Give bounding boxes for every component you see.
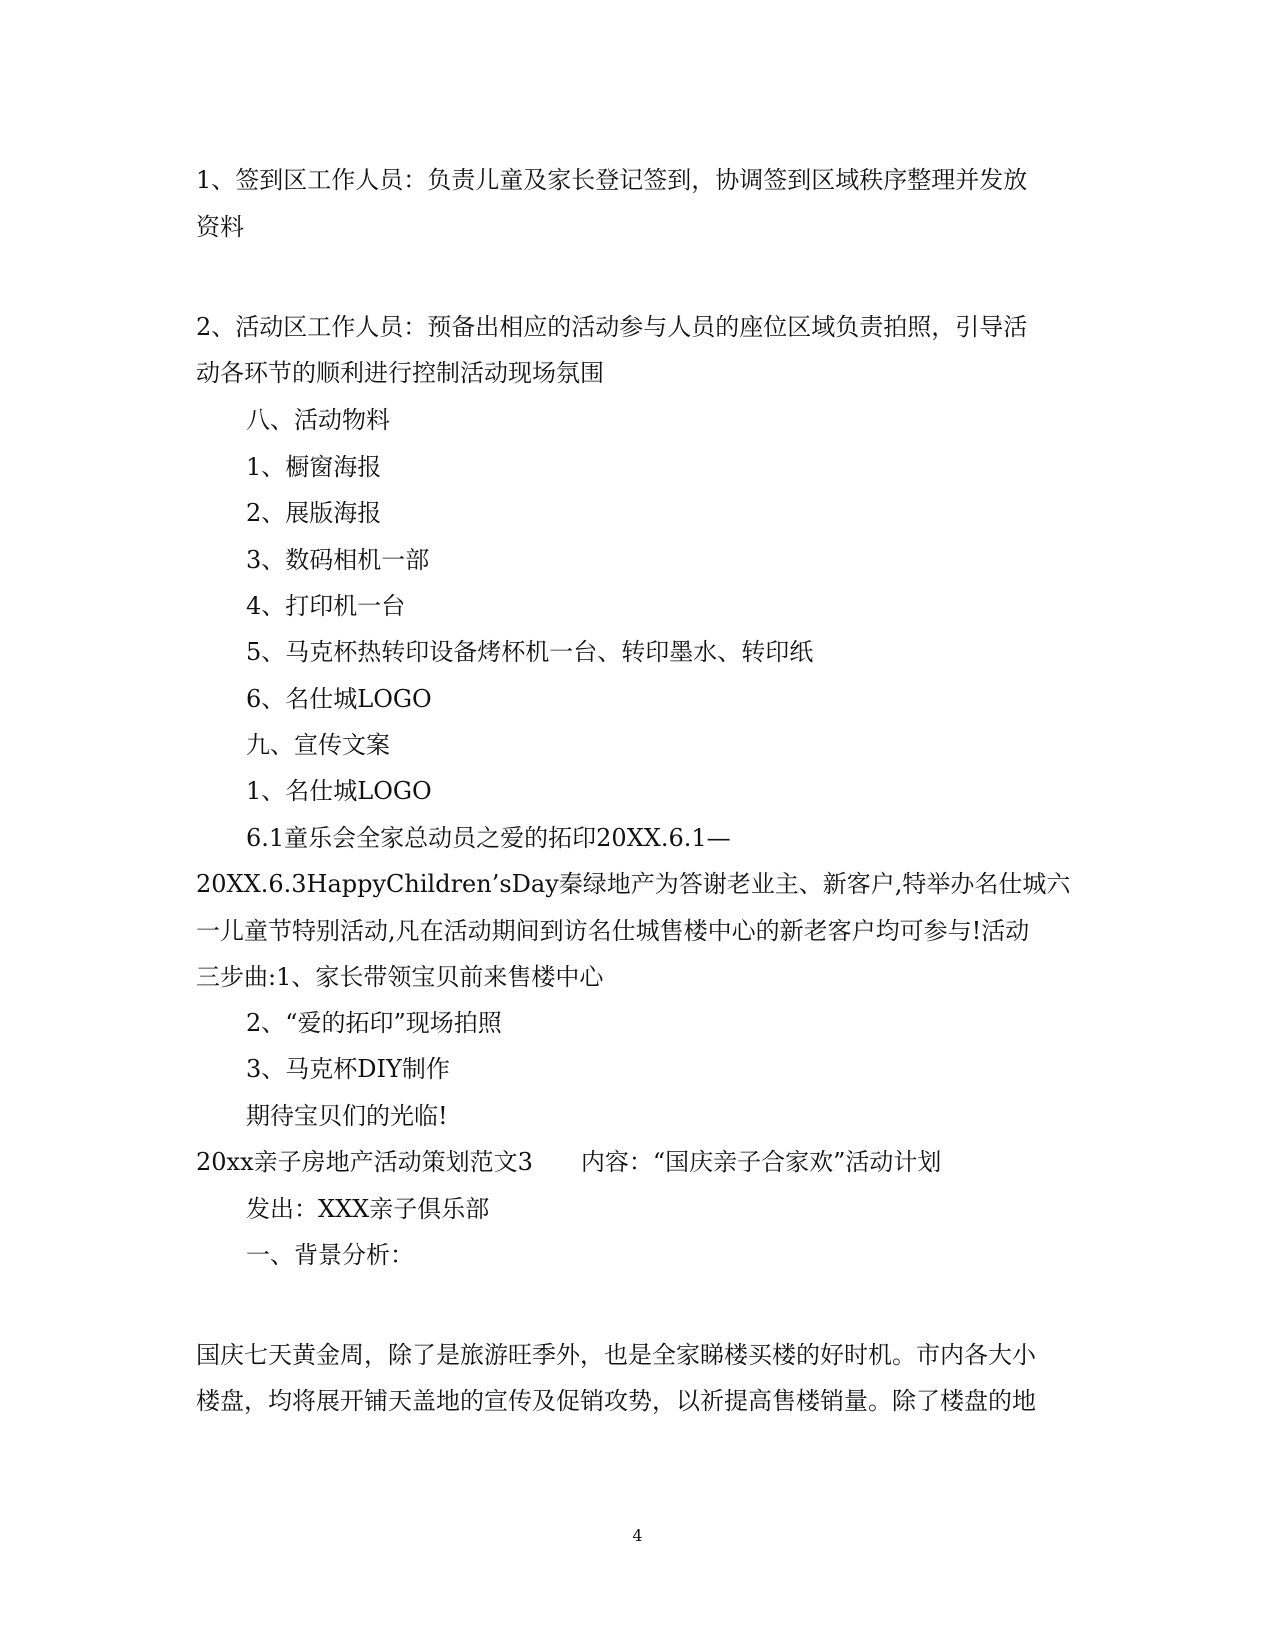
section-heading: 一、背景分析： [246,1241,414,1269]
list-item: 2、“爱的拓印”现场拍照 [246,1009,502,1037]
section-heading: 八、活动物料 [246,406,390,434]
list-item: 1、橱窗海报 [246,453,382,481]
section-heading: 九、宣传文案 [246,731,390,759]
paragraph-line: 一儿童节特别活动,凡在活动期间到访名仕城售楼中心的新老客户均可参与!活动 [196,917,1030,945]
paragraph-line: 国庆七天黄金周，除了是旅游旺季外，也是全家睇楼买楼的好时机。市内各大小 [196,1341,1036,1369]
list-item: 3、数码相机一部 [246,546,430,574]
paragraph-line: 三步曲:1、家长带领宝贝前来售楼中心 [196,963,604,991]
paragraph-line: 楼盘，均将展开铺天盖地的宣传及促销攻势，以祈提高售楼销量。除了楼盘的地 [196,1387,1036,1415]
paragraph-line: 期待宝贝们的光临! [246,1102,448,1130]
paragraph-line: 20XX.6.3HappyChildren’sDay秦绿地产为答谢老业主、新客户,特举办名仕城六 [196,870,1071,898]
list-item: 1、名仕城LOGO [246,777,432,805]
list-item: 4、打印机一台 [246,592,406,620]
paragraph-line: 资料 [196,213,244,241]
paragraph-line: 2、活动区工作人员：预备出相应的活动参与人员的座位区域负责拍照，引导活 [196,313,1028,341]
paragraph-line: 6.1童乐会全家总动员之爱的拓印20XX.6.1— [246,824,731,852]
paragraph-line: 20xx亲子房地产活动策划范文3 内容：“国庆亲子合家欢”活动计划 [196,1148,942,1176]
list-item: 6、名仕城LOGO [246,685,432,713]
list-item: 2、展版海报 [246,499,382,527]
paragraph-line: 动各环节的顺利进行控制活动现场氛围 [196,359,604,387]
paragraph-line: 发出：XXX亲子俱乐部 [246,1195,490,1223]
paragraph-line: 1、签到区工作人员：负责儿童及家长登记签到，协调签到区域秩序整理并发放 [196,166,1028,194]
list-item: 3、马克杯DIY制作 [246,1055,450,1083]
list-item: 5、马克杯热转印设备烤杯机一台、转印墨水、转印纸 [246,638,814,666]
page-number: 4 [632,1526,643,1545]
